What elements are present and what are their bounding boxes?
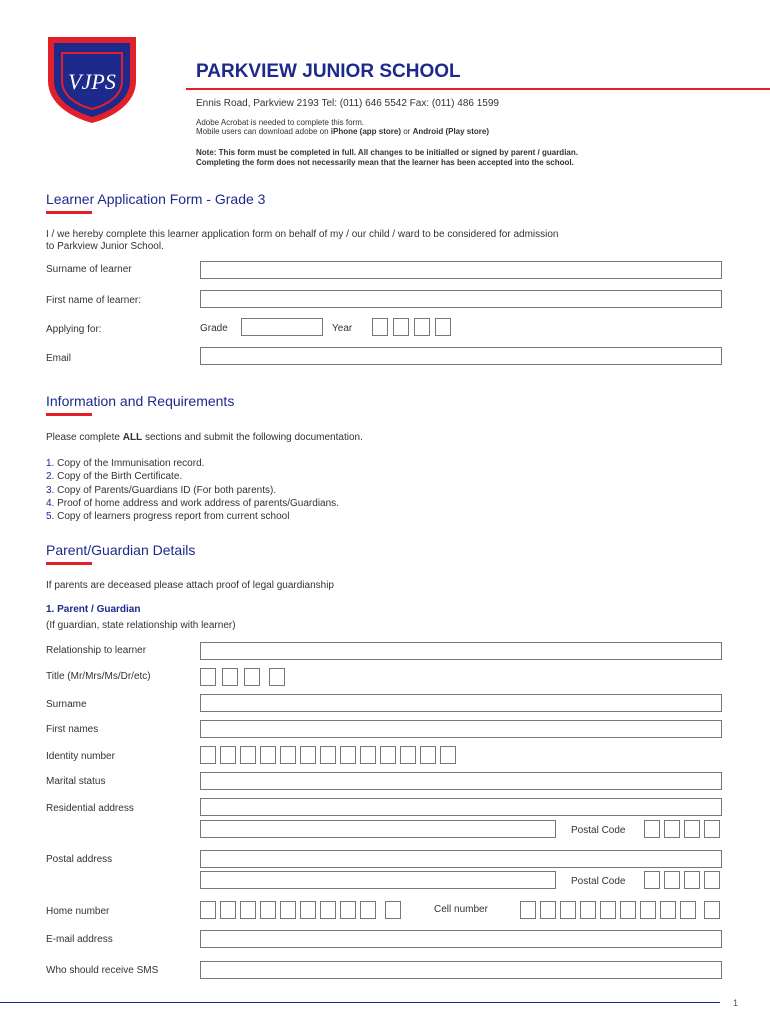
list-item-text: Copy of the Birth Certificate. [57,471,183,482]
postal-postal-code-label: Postal Code [571,876,626,887]
postal-address-line2[interactable] [200,871,556,889]
cell-number-label: Cell number [434,904,488,915]
cell-number-digit[interactable] [620,901,636,919]
learner-section-underline [46,211,92,214]
postal-postal-digit[interactable] [644,871,660,889]
mobile-note-iphone: iPhone (app store) [330,127,401,136]
firstname-learner-input[interactable] [200,290,722,308]
info-intro-suffix: sections and submit the following documentation. [142,432,363,443]
mobile-note-or: or [401,127,413,136]
home-number-digit[interactable] [200,901,216,919]
year-digit-1[interactable] [372,318,388,336]
surname-learner-label: Surname of learner [46,264,132,275]
cell-number-digit[interactable] [520,901,536,919]
year-digit-3[interactable] [414,318,430,336]
list-item-number: 3. [46,485,55,496]
id-digit[interactable] [200,746,216,764]
identity-number-label: Identity number [46,751,115,762]
list-item-text: Copy of the Immunisation record. [57,458,205,469]
title-label: Title (Mr/Mrs/Ms/Dr/etc) [46,671,151,682]
cell-number-digit[interactable] [640,901,656,919]
cell-number-digit[interactable] [680,901,696,919]
school-crest-logo [44,33,140,125]
home-number-digit[interactable] [220,901,236,919]
marital-status-label: Marital status [46,776,106,787]
title-box-4[interactable] [269,668,285,686]
relationship-input[interactable] [200,642,722,660]
parent-section-title: Parent/Guardian Details [46,542,196,558]
home-number-digit[interactable] [340,901,356,919]
parent-surname-input[interactable] [200,694,722,712]
home-number-digit[interactable] [280,901,296,919]
school-name: PARKVIEW JUNIOR SCHOOL [196,61,461,82]
parent-intro: If parents are deceased please attach proof of legal guardianship [46,580,334,591]
info-section-title: Information and Requirements [46,393,235,409]
mobile-note [196,127,489,136]
year-digit-4[interactable] [435,318,451,336]
title-box-2[interactable] [222,668,238,686]
cell-number-digit[interactable] [704,901,720,919]
id-digit[interactable] [300,746,316,764]
list-item-number: 5. [46,511,55,522]
list-item [46,471,182,482]
surname-learner-input[interactable] [200,261,722,279]
id-digit[interactable] [380,746,396,764]
grade-input[interactable] [241,318,323,336]
learner-email-label: Email [46,353,72,364]
id-digit[interactable] [400,746,416,764]
home-number-digit[interactable] [240,901,256,919]
page-number: 1 [733,998,739,1008]
residential-address-line1[interactable] [200,798,722,816]
firstname-learner-label: First name of learner: [46,295,142,306]
home-number-label: Home number [46,906,110,917]
info-intro-prefix: Please complete [46,432,123,443]
email-address-input[interactable] [200,930,722,948]
parent-subtitle: 1. Parent / Guardian [46,604,141,615]
list-item-number: 2. [46,471,55,482]
applying-for-label: Applying for: [46,324,102,335]
residential-address-label: Residential address [46,803,134,814]
postal-address-label: Postal address [46,854,113,865]
title-box-1[interactable] [200,668,216,686]
postal-address-line1[interactable] [200,850,722,868]
parent-section-underline [46,562,92,565]
list-item-number: 1. [46,458,55,469]
list-item [46,458,204,469]
title-box-3[interactable] [244,668,260,686]
marital-status-input[interactable] [200,772,722,790]
learner-intro-line2: to Parkview Junior School. [46,241,164,252]
cell-number-digit[interactable] [600,901,616,919]
year-label: Year [332,323,353,334]
logo-letters: VJPS [68,69,116,94]
id-digit[interactable] [240,746,256,764]
list-item-text: Copy of learners progress report from current school [57,511,290,522]
footer-divider [0,1002,720,1003]
home-number-digit[interactable] [320,901,336,919]
id-digit[interactable] [420,746,436,764]
id-digit[interactable] [220,746,236,764]
learner-intro-line1: I / we hereby complete this learner application form on behalf of my / our child / ward to be considered for admission [46,229,559,240]
list-item-number: 4. [46,498,55,509]
list-item [46,498,339,509]
id-digit[interactable] [260,746,276,764]
list-item-text: Proof of home address and work address of parents/Guardians. [57,498,339,509]
learner-section-title: Learner Application Form - Grade 3 [46,191,266,207]
grade-label: Grade [200,323,228,334]
sms-label: Who should receive SMS [46,965,159,976]
list-item-text: Copy of Parents/Guardians ID (For both parents). [57,485,277,496]
postal-postal-digit[interactable] [684,871,700,889]
mobile-note-prefix: Mobile users can download adobe on [196,127,331,136]
cell-number-digit[interactable] [560,901,576,919]
id-digit[interactable] [440,746,456,764]
home-number-digit[interactable] [385,901,401,919]
residential-postal-digit[interactable] [704,820,720,838]
id-digit[interactable] [340,746,356,764]
home-number-digit[interactable] [300,901,316,919]
id-digit[interactable] [280,746,296,764]
home-number-digit[interactable] [260,901,276,919]
info-intro-bold: ALL [122,432,143,443]
parent-surname-label: Surname [46,699,87,710]
firstnames-label: First names [46,724,99,735]
email-address-label: E-mail address [46,934,113,945]
header-divider [186,88,770,90]
info-intro [46,432,363,443]
id-digit[interactable] [320,746,336,764]
learner-email-input[interactable] [200,347,722,365]
parent-subnote: (If guardian, state relationship with learner) [46,620,236,631]
id-digit[interactable] [360,746,376,764]
postal-postal-digit[interactable] [664,871,680,889]
mobile-note-android: Android (Play store) [412,127,490,136]
list-item [46,485,276,496]
cell-number-digit[interactable] [540,901,556,919]
info-section-underline [46,413,92,416]
sms-input[interactable] [200,961,722,979]
firstnames-input[interactable] [200,720,722,738]
residential-postal-digit[interactable] [684,820,700,838]
list-item [46,511,289,522]
relationship-label: Relationship to learner [46,645,147,656]
residential-postal-digit[interactable] [664,820,680,838]
cell-number-digit[interactable] [580,901,596,919]
acrobat-note: Adobe Acrobat is needed to complete this form. [196,118,365,127]
postal-postal-digit[interactable] [704,871,720,889]
note-line-2: Completing the form does not necessarily mean that the learner has been accepted into the school. [196,158,574,167]
school-address: Ennis Road, Parkview 2193 Tel: (011) 646 5542 Fax: (011) 486 1599 [196,98,499,109]
cell-number-digit[interactable] [660,901,676,919]
residential-address-line2[interactable] [200,820,556,838]
home-number-digit[interactable] [360,901,376,919]
note-line-1: Note: This form must be completed in full. All changes to be initialled or signed by parent / guardian. [196,148,578,157]
residential-postal-digit[interactable] [644,820,660,838]
residential-postal-code-label: Postal Code [571,825,626,836]
year-digit-2[interactable] [393,318,409,336]
